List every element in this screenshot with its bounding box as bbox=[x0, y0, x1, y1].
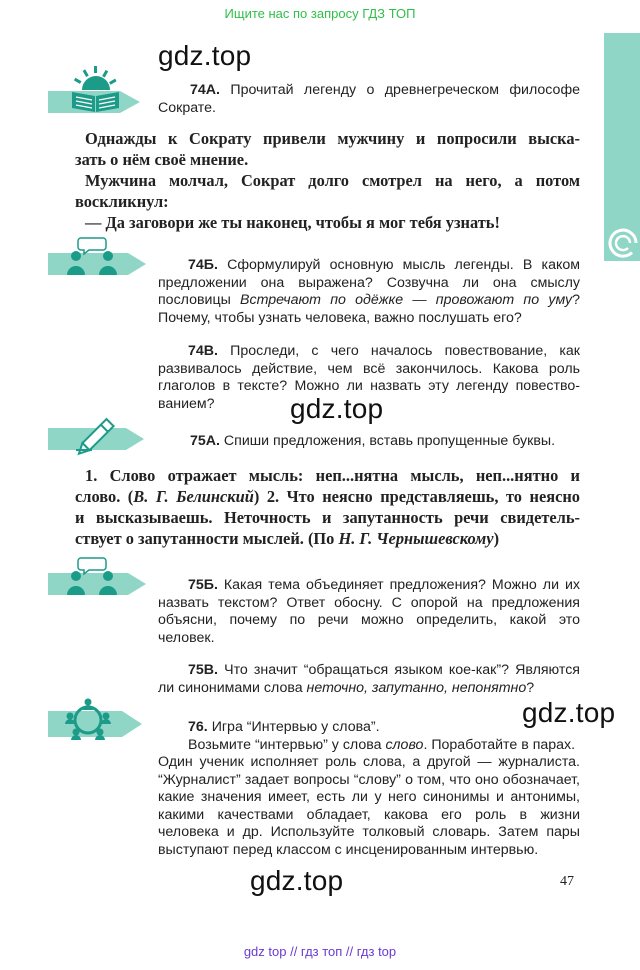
watermark: gdz.top bbox=[290, 393, 384, 424]
exercise-75a-text: 75А. Спиши предложения, вставь пропущенные буквы. bbox=[190, 433, 556, 449]
sentences-text: 1. Слово отражает мысль: неп...нятна мысль, неп...нятно и слово. (В. Г. Белинский) 2. Что неясно представляешь, то неясно и высказываешь. Неточность и запутанность речи свидетель- ствует о запутанности мыслей. (По Н. Г. Чернышевскому) bbox=[75, 466, 580, 548]
open-book-sun-icon bbox=[48, 66, 148, 114]
watermark: gdz.top bbox=[522, 697, 616, 728]
exercise-76-text: 76. Игра “Интервью у слова”. Возьмите “интервью” у слова слово. Поработайте в парах. Один ученик исполняет роль слова, а другой — журналиста. “Журналист” задает вопросы “слову” о том, что оно обозначает, какие значения имеет, есть ли у него синонимы и антонимы, какими качествами обладает, какова его роль в жизни человека и др. Используйте толковый словарь. Затем пары выступают перед классом с инсценированным интервью. bbox=[158, 719, 580, 858]
pencil-icon bbox=[48, 412, 148, 456]
exercise-74b-text: 74Б. Сформулируй основную мысль легенды. В каком предложении она выражена? Созвучна ли она смыслу пословицы Встречают по одёжке — провожают по уму? Почему, чтобы узнать человека, важно послушать его? bbox=[158, 257, 580, 326]
legend-text bbox=[75, 128, 580, 233]
legend-line: Однажды к Сократу привели мужчину и попросили выска- bbox=[85, 129, 580, 148]
legend-line: зать о нём своё мнение. bbox=[75, 150, 249, 169]
two-people-speech-icon bbox=[48, 556, 148, 600]
page-number: 47 bbox=[560, 874, 574, 889]
exercise-74b-number: 74Б. bbox=[188, 257, 218, 273]
exercise-74a-text-2: Сократе. bbox=[158, 100, 216, 116]
group-circle-icon bbox=[48, 698, 148, 742]
exercise-74a-text: 74А. Прочитай легенду о древнегреческом философе bbox=[190, 82, 581, 98]
exercise-75v-text: 75В. Что значит “обращаться языком кое-как”? Являются ли синонимами слова неточно, запутанно, непонятно? bbox=[158, 662, 580, 696]
exercise-74a-number: 74А. bbox=[190, 82, 220, 98]
exercise-75b-number: 75Б. bbox=[188, 577, 218, 593]
two-people-speech-icon bbox=[48, 236, 148, 280]
exercise-74v-number: 74В. bbox=[188, 343, 218, 359]
watermark: gdz.top bbox=[158, 40, 252, 71]
exercise-75a-number: 75А. bbox=[190, 433, 220, 449]
exercise-76-number: 76. bbox=[188, 719, 208, 735]
exercise-75v-number: 75В. bbox=[188, 662, 218, 678]
watermark: gdz.top bbox=[250, 865, 344, 896]
footer-links[interactable]: gdz top // гдз топ // гдз top bbox=[243, 944, 397, 959]
legend-line: — Да заговори же ты наконец, чтобы я мог тебя узнать! bbox=[85, 213, 500, 232]
top-banner[interactable]: Ищите нас по запросу ГДЗ ТОП bbox=[224, 6, 416, 21]
swirl-icon bbox=[606, 226, 640, 260]
legend-line: воскликнул: bbox=[75, 192, 169, 211]
exercise-75b-text: 75Б. Какая тема объединяет предложения? Можно ли их назвать текстом? Ответ обосну. С опорой на предложения объясни, почему по речи можно определить, какой это человек. bbox=[158, 577, 580, 646]
exercise-74v-text: 74В. Проследи, с чего началось повествование, как развивалось действие, чем всё закончилось. Какова роль глаголов в тексте? Можно ли назвать эту легенду повество- ванием? bbox=[158, 343, 580, 412]
legend-line: Мужчина молчал, Сократ долго смотрел на него, а потом bbox=[85, 171, 580, 190]
